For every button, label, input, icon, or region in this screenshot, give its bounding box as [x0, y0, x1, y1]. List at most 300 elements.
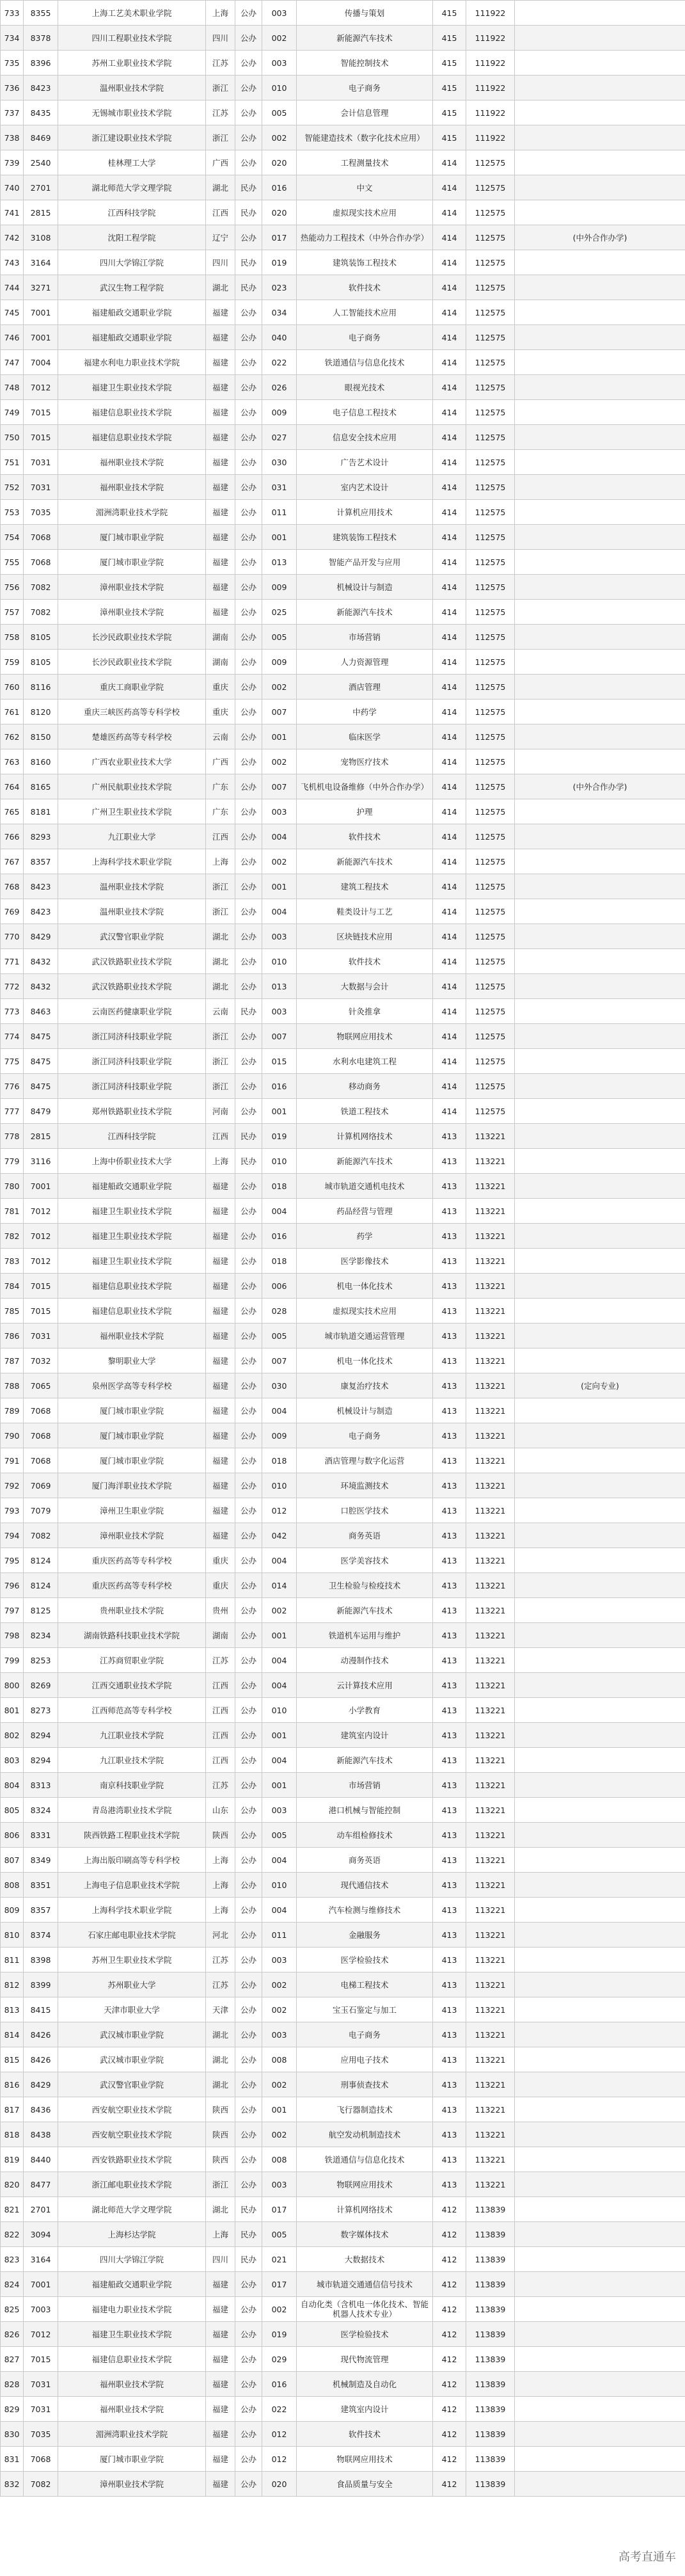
major-name-cell: 医学检验技术 — [297, 1948, 433, 1972]
school-name-cell: 广州卫生职业技术学院 — [58, 799, 206, 824]
row-number-cell: 759 — [1, 650, 24, 675]
rank-cell: 112575 — [466, 400, 515, 425]
school-type-cell: 民办 — [235, 1124, 262, 1149]
major-code-cell: 005 — [262, 1324, 297, 1348]
table-row — [1, 2297, 685, 2322]
school-type-cell: 公办 — [235, 1923, 262, 1948]
row-number-cell: 743 — [1, 250, 24, 275]
score-cell: 415 — [433, 100, 466, 125]
province-cell: 福建 — [206, 550, 235, 575]
school-code-cell: 8436 — [24, 2097, 58, 2122]
school-name-cell: 江西科技学院 — [58, 200, 206, 225]
note-cell — [515, 1473, 685, 1498]
score-cell: 414 — [433, 450, 466, 475]
table-row — [1, 774, 685, 799]
note-cell — [515, 2072, 685, 2097]
school-code-cell: 8313 — [24, 1773, 58, 1798]
major-name-cell: 软件技术 — [297, 824, 433, 849]
row-number-cell: 826 — [1, 2322, 24, 2347]
rank-cell: 112575 — [466, 1049, 515, 1074]
school-code-cell: 3094 — [24, 2222, 58, 2247]
note-cell — [515, 1723, 685, 1748]
table-row — [1, 450, 685, 475]
major-code-cell: 018 — [262, 1174, 297, 1199]
table-row — [1, 100, 685, 125]
province-cell: 福建 — [206, 400, 235, 425]
school-type-cell: 公办 — [235, 2172, 262, 2197]
major-code-cell: 030 — [262, 1373, 297, 1398]
major-name-cell: 中文 — [297, 175, 433, 200]
note-cell — [515, 700, 685, 724]
school-type-cell: 公办 — [235, 849, 262, 874]
row-number-cell: 820 — [1, 2172, 24, 2197]
major-name-cell: 电梯工程技术 — [297, 1972, 433, 1997]
school-name-cell: 西安航空职业技术学院 — [58, 2122, 206, 2147]
school-name-cell: 西安铁路职业技术学院 — [58, 2147, 206, 2172]
note-cell — [515, 1648, 685, 1673]
major-name-cell: 机械设计与制造 — [297, 1398, 433, 1423]
row-number-cell: 733 — [1, 1, 24, 26]
note-cell — [515, 899, 685, 924]
note-cell — [515, 275, 685, 300]
rank-cell: 112575 — [466, 325, 515, 350]
rank-cell: 112575 — [466, 724, 515, 749]
major-name-cell: 智能控制技术 — [297, 51, 433, 76]
school-type-cell: 民办 — [235, 275, 262, 300]
school-code-cell: 7031 — [24, 450, 58, 475]
row-number-cell: 754 — [1, 525, 24, 550]
province-cell: 江苏 — [206, 1648, 235, 1673]
note-cell — [515, 2447, 685, 2472]
note-cell — [515, 2422, 685, 2447]
school-name-cell: 贵州职业技术学院 — [58, 1598, 206, 1623]
major-name-cell: 应用电子技术 — [297, 2047, 433, 2072]
school-type-cell: 公办 — [235, 1723, 262, 1748]
school-code-cell: 7031 — [24, 2397, 58, 2422]
row-number-cell: 741 — [1, 200, 24, 225]
table-row — [1, 849, 685, 874]
table-row — [1, 1149, 685, 1174]
school-code-cell: 7065 — [24, 1373, 58, 1398]
rank-cell: 113839 — [466, 2197, 515, 2222]
rank-cell: 113221 — [466, 1299, 515, 1324]
score-cell: 412 — [433, 2197, 466, 2222]
school-code-cell: 8463 — [24, 999, 58, 1024]
note-cell — [515, 525, 685, 550]
school-type-cell: 公办 — [235, 300, 262, 325]
school-name-cell: 长沙民政职业技术学院 — [58, 625, 206, 650]
rank-cell: 113221 — [466, 1199, 515, 1224]
note-cell — [515, 2472, 685, 2497]
school-name-cell: 苏州职业大学 — [58, 1972, 206, 1997]
rank-cell: 111922 — [466, 76, 515, 100]
school-code-cell: 8234 — [24, 1623, 58, 1648]
score-cell: 413 — [433, 1972, 466, 1997]
note-cell — [515, 824, 685, 849]
table-row — [1, 2247, 685, 2272]
score-cell: 413 — [433, 2172, 466, 2197]
province-cell: 福建 — [206, 375, 235, 400]
major-code-cell: 023 — [262, 275, 297, 300]
major-name-cell: 市场营销 — [297, 1773, 433, 1798]
school-type-cell: 公办 — [235, 1898, 262, 1923]
major-code-cell: 007 — [262, 700, 297, 724]
school-code-cell: 8396 — [24, 51, 58, 76]
school-name-cell: 漳州职业技术学院 — [58, 600, 206, 625]
major-code-cell: 031 — [262, 475, 297, 500]
row-number-cell: 750 — [1, 425, 24, 450]
province-cell: 江苏 — [206, 1948, 235, 1972]
rank-cell: 113221 — [466, 2097, 515, 2122]
table-row — [1, 26, 685, 51]
major-name-cell: 小学教育 — [297, 1698, 433, 1723]
major-code-cell: 003 — [262, 1, 297, 26]
province-cell: 上海 — [206, 1873, 235, 1898]
school-type-cell: 公办 — [235, 1099, 262, 1124]
table-row — [1, 2322, 685, 2347]
note-cell — [515, 1199, 685, 1224]
school-code-cell: 8475 — [24, 1074, 58, 1099]
rank-cell: 113221 — [466, 1898, 515, 1923]
table-row — [1, 1848, 685, 1873]
school-type-cell: 公办 — [235, 150, 262, 175]
province-cell: 湖南 — [206, 1623, 235, 1648]
school-code-cell: 7012 — [24, 2322, 58, 2347]
score-cell: 412 — [433, 2397, 466, 2422]
school-name-cell: 厦门城市职业学院 — [58, 1398, 206, 1423]
rank-cell: 113221 — [466, 1598, 515, 1623]
table-row — [1, 2347, 685, 2372]
major-name-cell: 建筑室内设计 — [297, 1723, 433, 1748]
province-cell: 福建 — [206, 600, 235, 625]
school-type-cell: 公办 — [235, 774, 262, 799]
major-name-cell: 机械设计与制造 — [297, 575, 433, 600]
major-name-cell: 新能源汽车技术 — [297, 1598, 433, 1623]
major-code-cell: 004 — [262, 1848, 297, 1873]
school-type-cell: 公办 — [235, 475, 262, 500]
major-name-cell: 酒店管理 — [297, 675, 433, 700]
school-name-cell: 苏州卫生职业技术学院 — [58, 1948, 206, 1972]
row-number-cell: 768 — [1, 874, 24, 899]
major-name-cell: 建筑装饰工程技术 — [297, 525, 433, 550]
province-cell: 上海 — [206, 1848, 235, 1873]
school-type-cell: 公办 — [235, 2097, 262, 2122]
school-code-cell: 7068 — [24, 1398, 58, 1423]
school-code-cell: 8357 — [24, 1898, 58, 1923]
major-code-cell: 016 — [262, 175, 297, 200]
major-code-cell: 003 — [262, 999, 297, 1024]
province-cell: 福建 — [206, 1373, 235, 1398]
score-cell: 413 — [433, 1324, 466, 1348]
school-name-cell: 福建卫生职业技术学院 — [58, 1249, 206, 1274]
major-name-cell: 计算机网络技术 — [297, 1124, 433, 1149]
rank-cell: 113221 — [466, 1398, 515, 1423]
province-cell: 天津 — [206, 1997, 235, 2022]
note-cell — [515, 300, 685, 325]
province-cell: 福建 — [206, 2397, 235, 2422]
row-number-cell: 783 — [1, 1249, 24, 1274]
score-cell: 413 — [433, 1373, 466, 1398]
school-code-cell: 8124 — [24, 1573, 58, 1598]
major-name-cell: 会计信息管理 — [297, 100, 433, 125]
table-row — [1, 1798, 685, 1823]
row-number-cell: 767 — [1, 849, 24, 874]
major-code-cell: 020 — [262, 150, 297, 175]
school-type-cell: 民办 — [235, 2197, 262, 2222]
score-cell: 413 — [433, 1249, 466, 1274]
table-row — [1, 175, 685, 200]
school-code-cell: 7015 — [24, 425, 58, 450]
table-row — [1, 600, 685, 625]
rank-cell: 113221 — [466, 1573, 515, 1598]
rank-cell: 113221 — [466, 1224, 515, 1249]
school-type-cell: 公办 — [235, 2397, 262, 2422]
table-row — [1, 1948, 685, 1972]
major-name-cell: 酒店管理与数字化运营 — [297, 1448, 433, 1473]
major-name-cell: 铁道机车运用与维护 — [297, 1623, 433, 1648]
province-cell: 福建 — [206, 450, 235, 475]
school-type-cell: 公办 — [235, 1698, 262, 1723]
rank-cell: 112575 — [466, 300, 515, 325]
rank-cell: 112575 — [466, 375, 515, 400]
province-cell: 广东 — [206, 774, 235, 799]
note-cell — [515, 675, 685, 700]
score-cell: 412 — [433, 2297, 466, 2322]
province-cell: 广西 — [206, 749, 235, 774]
row-number-cell: 818 — [1, 2122, 24, 2147]
table-row — [1, 200, 685, 225]
school-code-cell: 2815 — [24, 1124, 58, 1149]
table-row — [1, 1024, 685, 1049]
score-cell: 414 — [433, 175, 466, 200]
row-number-cell: 769 — [1, 899, 24, 924]
major-code-cell: 009 — [262, 575, 297, 600]
school-name-cell: 福建船政交通职业学院 — [58, 1174, 206, 1199]
province-cell: 福建 — [206, 2297, 235, 2322]
province-cell: 浙江 — [206, 1049, 235, 1074]
row-number-cell: 792 — [1, 1473, 24, 1498]
row-number-cell: 773 — [1, 999, 24, 1024]
province-cell: 福建 — [206, 2422, 235, 2447]
row-number-cell: 742 — [1, 225, 24, 250]
school-code-cell: 8477 — [24, 2172, 58, 2197]
rank-cell: 111922 — [466, 125, 515, 150]
school-type-cell: 公办 — [235, 1299, 262, 1324]
major-code-cell: 013 — [262, 974, 297, 999]
province-cell: 福建 — [206, 300, 235, 325]
school-code-cell: 3164 — [24, 250, 58, 275]
school-name-cell: 福建信息职业技术学院 — [58, 2347, 206, 2372]
school-name-cell: 上海电子信息职业技术学院 — [58, 1873, 206, 1898]
major-name-cell: 刑事侦查技术 — [297, 2072, 433, 2097]
school-code-cell: 7069 — [24, 1473, 58, 1498]
table-row — [1, 2172, 685, 2197]
school-code-cell: 8324 — [24, 1798, 58, 1823]
school-type-cell: 公办 — [235, 2447, 262, 2472]
rank-cell: 113839 — [466, 2322, 515, 2347]
school-name-cell: 九江职业技术学院 — [58, 1748, 206, 1773]
school-type-cell: 公办 — [235, 1199, 262, 1224]
school-name-cell: 漳州职业技术学院 — [58, 1523, 206, 1548]
major-code-cell: 005 — [262, 2222, 297, 2247]
score-cell: 414 — [433, 749, 466, 774]
province-cell: 湖北 — [206, 275, 235, 300]
school-code-cell: 7015 — [24, 400, 58, 425]
rank-cell: 112575 — [466, 350, 515, 375]
note-cell — [515, 625, 685, 650]
row-number-cell: 813 — [1, 1997, 24, 2022]
school-type-cell: 公办 — [235, 1324, 262, 1348]
major-name-cell: 软件技术 — [297, 949, 433, 974]
school-name-cell: 厦门城市职业学院 — [58, 1423, 206, 1448]
school-code-cell: 8423 — [24, 899, 58, 924]
score-cell: 412 — [433, 2347, 466, 2372]
school-code-cell: 7031 — [24, 1324, 58, 1348]
score-cell: 413 — [433, 1848, 466, 1873]
school-code-cell: 8423 — [24, 76, 58, 100]
school-name-cell: 温州职业技术学院 — [58, 874, 206, 899]
major-code-cell: 001 — [262, 1723, 297, 1748]
major-name-cell: 飞机机电设备维修（中外合作办学） — [297, 774, 433, 799]
rank-cell: 112575 — [466, 749, 515, 774]
table-row — [1, 1274, 685, 1299]
score-cell: 412 — [433, 2272, 466, 2297]
note-cell — [515, 1099, 685, 1124]
table-row — [1, 999, 685, 1024]
major-name-cell: 铁道通信与信息化技术 — [297, 350, 433, 375]
province-cell: 福建 — [206, 1324, 235, 1348]
school-type-cell: 公办 — [235, 2072, 262, 2097]
major-code-cell: 003 — [262, 799, 297, 824]
note-cell — [515, 2347, 685, 2372]
school-code-cell: 8150 — [24, 724, 58, 749]
major-name-cell: 软件技术 — [297, 2422, 433, 2447]
score-cell: 414 — [433, 550, 466, 575]
score-cell: 414 — [433, 700, 466, 724]
major-name-cell: 电子商务 — [297, 76, 433, 100]
school-code-cell: 8426 — [24, 2022, 58, 2047]
major-name-cell: 现代物流管理 — [297, 2347, 433, 2372]
major-name-cell: 城市轨道交通运营管理 — [297, 1324, 433, 1348]
major-name-cell: 移动商务 — [297, 1074, 433, 1099]
table-row — [1, 525, 685, 550]
major-code-cell: 003 — [262, 1798, 297, 1823]
note-cell — [515, 150, 685, 175]
rank-cell: 112575 — [466, 425, 515, 450]
table-row — [1, 1, 685, 26]
major-code-cell: 028 — [262, 1299, 297, 1324]
rank-cell: 113221 — [466, 1523, 515, 1548]
note-cell — [515, 724, 685, 749]
rank-cell: 112575 — [466, 774, 515, 799]
watermark: 高考直通车 — [618, 2550, 676, 2564]
school-code-cell: 3271 — [24, 275, 58, 300]
score-cell: 415 — [433, 1, 466, 26]
row-number-cell: 770 — [1, 924, 24, 949]
major-name-cell: 现代通信技术 — [297, 1873, 433, 1898]
school-code-cell: 7082 — [24, 600, 58, 625]
table-row — [1, 650, 685, 675]
major-name-cell: 人力资源管理 — [297, 650, 433, 675]
note-cell — [515, 400, 685, 425]
major-name-cell: 计算机应用技术 — [297, 500, 433, 525]
major-name-cell: 城市轨道交通通信信号技术 — [297, 2272, 433, 2297]
rank-cell: 113221 — [466, 1124, 515, 1149]
note-cell — [515, 1773, 685, 1798]
province-cell: 重庆 — [206, 700, 235, 724]
note-cell — [515, 1149, 685, 1174]
row-number-cell: 822 — [1, 2222, 24, 2247]
table-row — [1, 400, 685, 425]
note-cell — [515, 924, 685, 949]
rank-cell: 113221 — [466, 1873, 515, 1898]
table-row — [1, 625, 685, 650]
rank-cell: 112575 — [466, 250, 515, 275]
row-number-cell: 740 — [1, 175, 24, 200]
row-number-cell: 799 — [1, 1648, 24, 1673]
rank-cell: 113221 — [466, 1948, 515, 1972]
score-cell: 415 — [433, 26, 466, 51]
province-cell: 湖北 — [206, 949, 235, 974]
note-cell — [515, 1224, 685, 1249]
rank-cell: 113839 — [466, 2447, 515, 2472]
table-row — [1, 874, 685, 899]
school-name-cell: 长沙民政职业技术学院 — [58, 650, 206, 675]
note-cell — [515, 1823, 685, 1848]
school-code-cell: 7004 — [24, 350, 58, 375]
table-row — [1, 1448, 685, 1473]
major-code-cell: 001 — [262, 1099, 297, 1124]
row-number-cell: 756 — [1, 575, 24, 600]
table-row — [1, 799, 685, 824]
row-number-cell: 819 — [1, 2147, 24, 2172]
school-name-cell: 重庆三峡医药高等专科学校 — [58, 700, 206, 724]
note-cell — [515, 1299, 685, 1324]
province-cell: 浙江 — [206, 874, 235, 899]
score-cell: 414 — [433, 974, 466, 999]
score-cell: 414 — [433, 774, 466, 799]
school-type-cell: 公办 — [235, 1748, 262, 1773]
school-type-cell: 公办 — [235, 2422, 262, 2447]
table-row — [1, 425, 685, 450]
row-number-cell: 784 — [1, 1274, 24, 1299]
rank-cell: 113221 — [466, 1823, 515, 1848]
score-cell: 413 — [433, 1798, 466, 1823]
score-cell: 413 — [433, 1873, 466, 1898]
province-cell: 福建 — [206, 1498, 235, 1523]
row-number-cell: 828 — [1, 2372, 24, 2397]
table-row — [1, 550, 685, 575]
table-row — [1, 275, 685, 300]
province-cell: 浙江 — [206, 1074, 235, 1099]
row-number-cell: 779 — [1, 1149, 24, 1174]
school-code-cell: 7012 — [24, 1249, 58, 1274]
note-cell — [515, 1698, 685, 1723]
major-code-cell: 019 — [262, 250, 297, 275]
school-type-cell: 公办 — [235, 1373, 262, 1398]
major-code-cell: 004 — [262, 1748, 297, 1773]
school-code-cell: 3116 — [24, 1149, 58, 1174]
province-cell: 江苏 — [206, 51, 235, 76]
school-type-cell: 公办 — [235, 1224, 262, 1249]
row-number-cell: 832 — [1, 2472, 24, 2497]
table-row — [1, 76, 685, 100]
score-cell: 414 — [433, 400, 466, 425]
province-cell: 福建 — [206, 1199, 235, 1224]
school-type-cell: 公办 — [235, 1274, 262, 1299]
score-cell: 414 — [433, 600, 466, 625]
school-code-cell: 8105 — [24, 625, 58, 650]
